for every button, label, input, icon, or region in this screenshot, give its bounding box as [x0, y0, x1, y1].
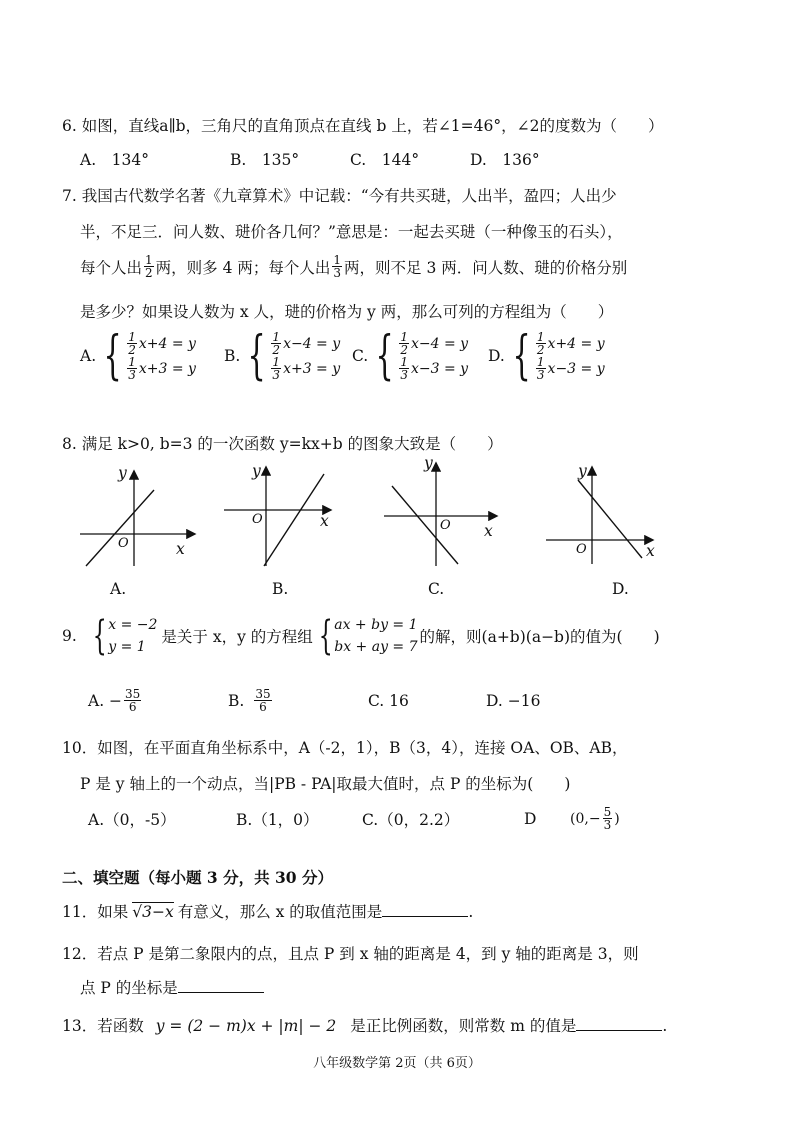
- q10-option-d: (0,− $\frac{5}{3}$ ): [570, 805, 620, 832]
- q7-fraction-third: $\frac{1}{3}$: [333, 253, 342, 280]
- q9-equation-1: ax + by = 1: [334, 617, 418, 633]
- q7-line-3b: 两，则多 4 两；每个人出: [155, 258, 331, 277]
- q8-label-a: A.: [110, 580, 127, 598]
- q9-option-d: D. −16: [486, 691, 541, 710]
- q9-options: [88, 688, 586, 713]
- q7-line-1: 7. 我国古代数学名著《九章算术》中记载：“今有共买琎，人出半，盈四；人出少: [62, 187, 617, 205]
- q12-line-1: 12．若点 P 是第二象限内的点，且点 P 到 x 轴的距离是 4，到 y 轴的距离是 3，则: [62, 945, 639, 963]
- q10-option-b: B.（1，0）: [236, 810, 319, 829]
- q12-answer-blank[interactable]: [178, 992, 264, 993]
- q10-line-2: P 是 y 轴上的一个动点，当|PB - PA|取最大值时，点 P 的坐标为( ): [80, 775, 571, 793]
- q8-stem: 8. 满足 k>0, b=3 的一次函数 y=kx+b 的图象大致是（ ）: [62, 435, 503, 453]
- q6-options: [80, 148, 590, 170]
- q7-option-c: C. { $\frac{1}{2}$ x−4 = y $\frac{1}{3}$ x−3 = y: [352, 326, 469, 386]
- page-footer: 八年级数学第 2页（共 6页）: [313, 1056, 481, 1071]
- q7-option-a: A. { $\frac{1}{2}$ x+4 = y $\frac{1}{3}$ x+3 = y: [80, 326, 196, 386]
- q9-mid-text: 是关于 x，y 的方程组: [161, 628, 313, 646]
- q13: 13．若函数 y = (2 − m)x + |m| − 2 是正比例函数，则常数 m 的值是 .: [62, 1017, 668, 1035]
- q9-equation-2: bx + ay = 7: [334, 639, 418, 655]
- q7-options: [80, 326, 618, 386]
- q10-options: [88, 806, 620, 831]
- q8-graph-b: y x O: [218, 460, 348, 570]
- section-2-title: 二、填空题（每小题 3 分，共 30 分）: [62, 868, 333, 887]
- q9-solution-y: y = 1: [108, 639, 146, 655]
- q8-label-b: B.: [272, 580, 289, 598]
- q13-answer-blank[interactable]: [576, 1030, 662, 1031]
- q9-option-c: C. 16: [368, 691, 409, 710]
- q8-graph-c: y x O: [378, 458, 508, 570]
- q9-option-a: A. − $\frac{35}{6}$: [88, 687, 141, 714]
- q11-radical: √3−x: [132, 903, 174, 921]
- q12-line-2: 点 P 的坐标是: [80, 976, 264, 998]
- q6-option-c: C. 144°: [350, 151, 420, 169]
- q13-formula: y = (2 − m)x + |m| − 2: [155, 1017, 337, 1035]
- q6-option-a: A. 134°: [80, 151, 149, 169]
- q9-tail-text: 的解，则(a+b)(a−b)的值为( ): [419, 628, 660, 646]
- q10-option-d-label: D: [524, 809, 537, 828]
- q9-stem: 9. { x = −2 y = 1 是关于 x，y 的方程组 { ax + by = 1 bx + ay = 7 的解，则(a+b)(a−b)的值为( ): [62, 613, 660, 659]
- q7-line-4: 是多少？如果设人数为 x 人，琎的价格为 y 两，那么可列的方程组为（ ）: [80, 303, 614, 321]
- q8-graph-a: y x O: [74, 462, 204, 572]
- q7-line-3a: 每个人出: [80, 258, 143, 277]
- q8-label-c: C.: [428, 580, 445, 598]
- q7-line-2: 半，不足三．问人数、琎价各几何？”意思是：一起去买琎（一种像玉的石头），: [80, 223, 623, 241]
- q9-number: 9.: [62, 627, 77, 645]
- q7-option-d: D. { $\frac{1}{2}$ x+4 = y $\frac{1}{3}$ x−3 = y: [488, 326, 605, 386]
- q6-option-b: B. 135°: [230, 151, 300, 169]
- q10-option-a: A.（0，-5）: [88, 810, 176, 829]
- q11: 11．如果 √3−x 有意义，那么 x 的取值范围是 .: [62, 903, 474, 921]
- q7-option-b: B. { $\frac{1}{2}$ x−4 = y $\frac{1}{3}$ x+3 = y: [224, 326, 341, 386]
- q7-line-3c: 两，则不足 3 两．问人数、琎的价格分别: [344, 258, 628, 277]
- q11-answer-blank[interactable]: [382, 916, 468, 917]
- q8-graph-d: y x O: [576, 462, 655, 560]
- q7-fraction-half: $\frac{1}{2}$: [145, 253, 153, 280]
- q10-option-c: C.（0，2.2）: [362, 810, 460, 829]
- q6-stem: 6. 如图，直线a∥b，三角尺的直角顶点在直线 b 上，若∠1=46°，∠2的度数为（ ）: [62, 117, 664, 135]
- q9-option-b: B. $\frac{35}{6}$: [228, 687, 271, 714]
- q9-solution-x: x = −2: [108, 617, 158, 633]
- q7-line-3: [80, 254, 627, 279]
- q6-option-d: D. 136°: [470, 151, 540, 169]
- q10-line-1: 10．如图，在平面直角坐标系中，A（-2，1），B（3，4），连接 OA、OB、AB，: [62, 739, 628, 757]
- q8-label-d: D.: [612, 580, 629, 598]
